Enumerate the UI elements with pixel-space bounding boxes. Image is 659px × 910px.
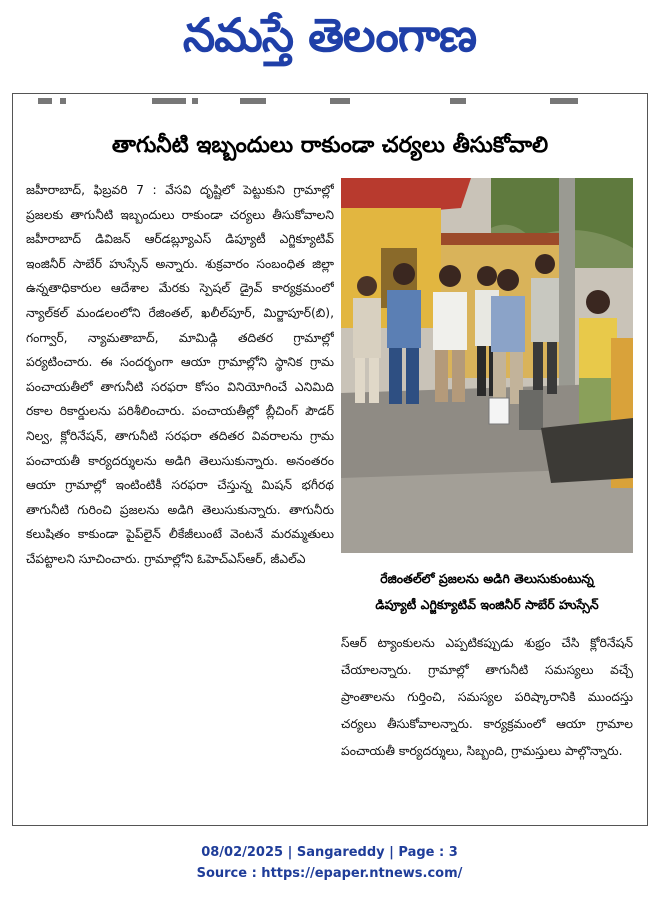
page-footer — [0, 842, 659, 884]
edition-info: 08/02/2025 | Sangareddy | Page : 3 — [201, 845, 458, 860]
article-paragraph: జహీరాబాద్, ఫిబ్రవరి 7 : వేసవి దృష్టిలో పెట్టుకుని గ్రామాల్లో ప్రజలకు తాగునీటి ఇబ్బందులు రాకుండా చర్యలు తీసుకోవాలని జహీరాబాద్ డివిజన్ ఆర్‌డబ్ల్యూఎస్ డిప్యూటీ ఎగ్జిక్యూటివ్ ఇంజినీర్ సాబేర్ హుస్సేన్ అన్నారు. శుక్రవారం సంబంధిత జిల్లా ఉన్నతాధికారుల ఆదేశాల మేరకు స్పెషల్ డ్రైవ్ కార్యక్రమంలో న్యాల్‌కల్ మండలంలోని రేజింతల్, ఖలీల్‌పూర్, మిర్జాపూర్(బి), గంగ్వార్, న్యామతాబాద్, మామిడ్గి తదితర గ్రామాల్లో పర్యటించారు. ఈ సందర్భంగా ఆయా గ్రామాల్లోని స్థానిక గ్రామ పంచాయతీలో తాగునీటి సరఫరా కోసం వినియోగించే ఎనిమిది రకాల రికార్డులను పరిశీలించారు. పంచాయతీల్లో బ్లీచింగ్ పౌడర్ నిల్వ, క్లోరినేషన్, తాగునీటి సరఫరా తదితర వివరాలను గ్రామ పంచాయతీ కార్యదర్శులను అడిగి తెలుసుకున్నారు. అనంతరం ఆయా గ్రామాల్లో ఇంటింటికీ సరఫరా చేస్తున్న మిషన్ భగీరథ తాగునీటి గురించి ప్రజలను అడిగి తెలుసుకున్నారు. తాగునీరు కలుషితం కాకుండా పైప్‌లైన్ లీకేజీలుంటే వెంటనే మరమ్మతులు చేపట్టాలని సూచించారు. గ్రామాల్లోని ఓహెచ్ఎస్ఆర్, జీఎల్ఎ — [26, 183, 334, 566]
article-body-left — [26, 178, 334, 816]
masthead — [0, 0, 659, 70]
article-photo — [341, 178, 633, 553]
caption-line: డిప్యూటీ ఎగ్జిక్యూటివ్ ఇంజినీర్ సాబేర్ హుస్సేన్ — [375, 597, 599, 612]
news-photo-illustration — [341, 178, 633, 553]
source-link[interactable]: Source : https://epaper.ntnews.com/ — [196, 866, 463, 881]
caption-line: రేజింతల్‌లో ప్రజలను అడిగి తెలుసుకుంటున్న — [380, 571, 594, 586]
article-headline: తాగునీటి ఇబ్బందులు రాకుండా చర్యలు తీసుకోవాలి — [111, 133, 549, 158]
masthead-title: నమస్తే తెలంగాణ — [182, 8, 477, 62]
article-paragraph: స్ఆర్ ట్యాంకులను ఎప్పటికప్పుడు శుభ్రం చేసి క్లోరినేషన్ చేయాలన్నారు. గ్రామాల్లో తాగునీటి సమస్యలు వచ్చే ప్రాంతాలను గుర్తించి, సమస్యల పరిష్కారానికి ముందస్తు చర్యలు తీసుకోవాలన్నారు. కార్యక్రమంలో ఆయా గ్రామాల పంచాయతీ కార్యదర్శులు, సిబ్బంది, గ్రామస్తులు పాల్గొన్నారు. — [341, 636, 633, 758]
photo-caption — [341, 566, 633, 622]
article-body-right — [341, 630, 633, 820]
top-cut-strip — [30, 98, 630, 106]
